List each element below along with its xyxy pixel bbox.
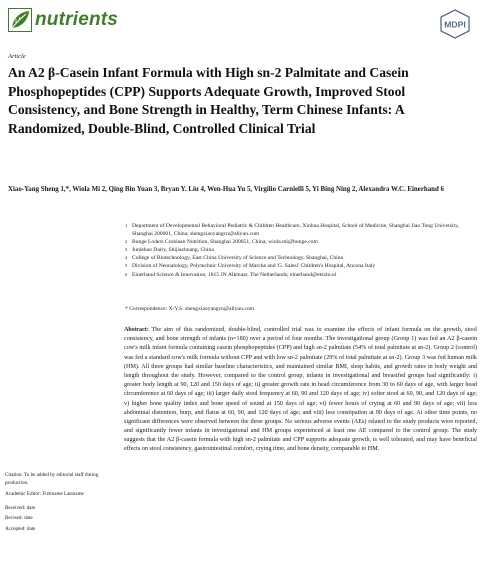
affiliation-item: 1 Department of Developmental Behavioral Pediatric & Children Healthcare, Xinhua Hospital, School of Medicine, Shanghai Jiao Tong University, Shanghai 200001, China; shengxiaoyangcn@aliyun.com: [125, 223, 459, 238]
citation-note: Citation: To be added by editorial staff during production.: [5, 472, 99, 486]
abstract-text: The aim of this randomized, double-blind, controlled trial was to examine the effects of infant formula on the growth, stool consistency, and bone strength of infants (n=180) over a period of four months. The investigational group (Group 1) was fed an A2 β-casein cow's milk infant formula containing casein phosphopeptides (CPP) and high sn-2 palmitate (54% of total palmitate at sn-2). Group 2 (control) was fed a standard cow's milk formula without CPP and with low sn-2 palmitate (29% of total palmitate at sn-2). Group 3 was fed human milk (HM). All three groups had similar baseline characteristics, and maintained similar BMI, sleep habits, and growth rates in body weight and length throughout the study. However, compared to the control group, infants in investigational and breastfed groups had significantly: i) greater body length at 90, 120 and 150 days of age; ii) greater growth rate in head circumference from 30 to 60 days of age, with larger head circumference at 60 days of age; iii) larger daily stool frequency at 60, 90 and 120 days of age; iv) softer stool at 60, 90, and 120 days of age; v) higher bone quality index and bone speed of sound at 150 days of age; vi) fewer hours of crying at 60 and 90 days of age; vii) less abdominal distention, burp, and flatus at 60, 90, and 120 days of age; and viii) less constipation at 90 days of age. At other time points, no significant differences were observed between the three groups. No serious adverse events (AEs) related to the study products were reported, and significantly fewer infants in investigational and HM groups experienced at least one AE compared to the control group. The study suggests that the A2 β-casein formula with high sn-2 palmitate and CPP supports adequate growth, is well tolerated, and may have beneficial effects on stool consistency, gastrointestinal comfort, crying time, and bone density, comparable to HM.: [124, 327, 477, 453]
received-date: Received: date: [5, 504, 36, 511]
academic-editor: Academic Editor: Firstname Lastname: [5, 491, 84, 498]
leaf-icon: [8, 8, 32, 32]
abstract-label: Abstract:: [124, 327, 149, 333]
mdpi-logo-icon: [439, 9, 471, 39]
article-title: An A2 β-Casein Infant Formula with High sn-2 Palmitate and Casein Phosphopeptides (CPP) Supports Adequate Growth, Improved Stool Consistency, and Bone Strength in Healthy, Term Chinese Infants: A Randomized, Double-Blind, Controlled Clinical Trial: [8, 65, 409, 136]
page-header: [8, 6, 477, 36]
abstract: [124, 326, 477, 455]
journal-name: nutrients: [35, 9, 119, 30]
sidebar-notes: [5, 472, 113, 534]
article-type: Article: [8, 53, 26, 60]
svg-text:MDPI: MDPI: [444, 19, 466, 30]
affiliation-item: 3 Junlebao Dairy, Shijiazhuang, China: [125, 247, 214, 254]
revised-date: Revised: date: [5, 515, 33, 522]
affiliation-item: 6 Einerhand Science & Innovation, 1815 JN Alkmaar, The Netherlands; einerhand@etsi4u.nl: [125, 271, 337, 278]
affiliation-item: 5 Division of Neonatology, Polytechnic University of Marche and 'G. Salesi' Children's Hospital, Ancona Italy: [125, 263, 376, 270]
dates: [5, 503, 113, 534]
affiliation-item: 2 Bunge Loders Croklaan Nutrition, Shanghai 200051, China; wiola.mi@bunge.com: [125, 239, 318, 246]
publisher-logo: [439, 9, 471, 39]
affiliation-item: 4 College of Biotechnology, East China University of Science and Technology, Shanghai, China: [125, 255, 343, 262]
correspondence: * Correspondence: X-Y.S. shengxiaoyangcn@aliyun.com: [125, 306, 255, 312]
journal-logo: [8, 8, 118, 32]
accepted-date: Accepted: date: [5, 525, 36, 532]
affiliation-list: [125, 222, 477, 279]
author-list: Xiao-Yang Sheng 1,*, Wiola Mi 2, Qing Bin Yuan 3, Bryan Y. Liu 4, Wen-Hua Yu 5, Virgilio Carnielli 5, Yi Bing Ning 2, Alexandra W.C. Einerhand 6: [8, 186, 444, 193]
